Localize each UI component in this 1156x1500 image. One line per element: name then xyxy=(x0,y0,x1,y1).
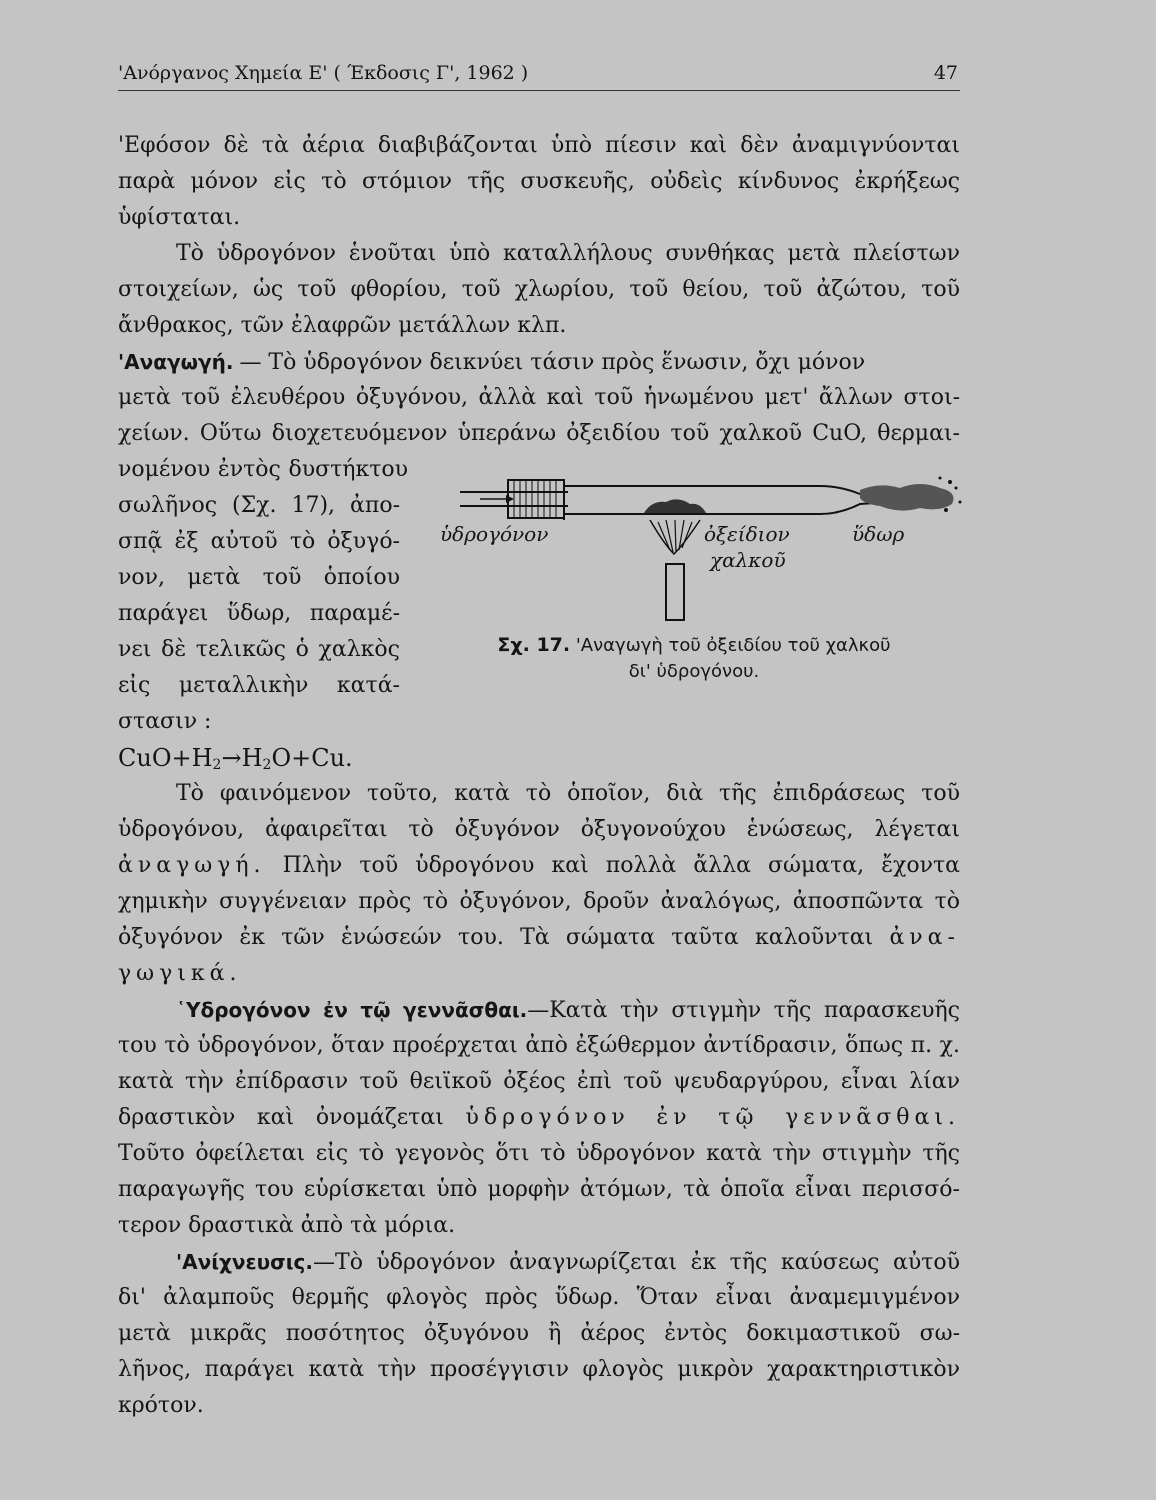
label-copper: χαλκοῦ xyxy=(710,548,786,572)
glass-tube xyxy=(564,486,890,496)
running-header xyxy=(118,58,960,91)
emphasis-reducing: ἀνα- xyxy=(889,925,960,950)
header-title: 'Ανόργανος Χημεία Ε' ( Έκδοσις Γ', 1962 ) xyxy=(118,62,529,84)
figure-caption: Σχ. 17. 'Αναγωγὴ τοῦ ὀξειδίου τοῦ χαλκοῦ δι' ὑδρογόνου. xyxy=(497,634,891,682)
text-line: Τοῦτο ὀφείλεται εἰς τὸ γεγονὸς ὅτι τὸ ὑδρογόνον κατὰ τὴν στιγμὴν τῆς xyxy=(118,1141,960,1166)
page-number: 47 xyxy=(933,62,958,84)
text-line: 'Ανίχνευσις.—Τὸ ὑδρογόνον ἀναγνωρίζεται ἐκ τῆς καύσεως αὐτοῦ xyxy=(176,1250,960,1275)
water-droplets xyxy=(860,484,954,511)
text-line: σπᾷ ἐξ αὐτοῦ τὸ ὀξυγό- xyxy=(118,529,400,554)
text-line: δι' ἀλαμποῦς θερμῆς φλογὸς πρὸς ὕδωρ. Ὅταν εἶναι ἀναμεμιγμένον xyxy=(118,1285,960,1310)
text-line: σωλῆνος (Σχ. 17), ἀπο- xyxy=(118,493,400,518)
text-line: Τὸ ὑδρογόνον ἑνοῦται ὑπὸ καταλλήλους συνθήκας μετὰ πλείστων xyxy=(176,241,960,266)
chemical-equation: $CuO+H_2\to H_2O+Cu$. xyxy=(118,744,353,773)
text-line: ὑδρογόνου, ἀφαιρεῖται τὸ ὀξυγόνον ὀξυγονούχου ἑνώσεως, λέγεται xyxy=(118,817,960,842)
section-heading-nascent-hydrogen: ῾Υδρογόνον ἐν τῷ γεννᾶσθαι. xyxy=(176,998,528,1022)
label-hydrogen: ὑδρογόνον xyxy=(440,522,549,546)
text-line: χείων. Οὕτω διοχετευόμενον ὑπεράνω ὀξειδίου τοῦ χαλκοῦ CuO, θερμαι- xyxy=(118,421,960,446)
text-line: νομένου ἐντὸς δυστήκτου xyxy=(118,457,408,482)
text-line: ὀξυγόνον ἐκ τῶν ἑνώσεών του. Τὰ σώματα ταῦτα καλοῦνται ἀνα- xyxy=(118,925,960,950)
text-line: μετὰ τοῦ ἐλευθέρου ὀξυγόνου, ἀλλὰ καὶ τοῦ ἡνωμένου μετ' ἄλλων στοι- xyxy=(118,385,960,410)
section-heading-detection: 'Ανίχνευσις. xyxy=(176,1250,314,1274)
text-line: ὑφίσταται. xyxy=(118,205,241,230)
text-line: στοιχείων, ὡς τοῦ φθορίου, τοῦ χλωρίου, τοῦ θείου, τοῦ ἀζώτου, τοῦ xyxy=(118,277,960,302)
text-line: χημικὴν συγγένειαν πρὸς τὸ ὀξυγόνον, δροῦν ἀναλόγως, ἀποσπῶντα τὸ xyxy=(118,889,960,914)
text-line: ῾Υδρογόνον ἐν τῷ γεννᾶσθαι.—Κατὰ τὴν στιγμὴν τῆς παρασκευῆς xyxy=(176,998,961,1023)
text-line: 'Αναγωγή. — Τὸ ὑδρογόνον δεικνύει τάσιν πρὸς ἕνωσιν, ὄχι μόνον xyxy=(118,350,866,375)
emphasis-reduction: ἀναγωγή. xyxy=(118,853,266,878)
copper-oxide-heap xyxy=(644,499,706,513)
text-line: κατὰ τὴν ἐπίδρασιν τοῦ θειϊκοῦ ὀξέος ἐπὶ τοῦ ψευδαργύρου, εἶναι λίαν xyxy=(118,1069,960,1094)
text-line: εἰς μεταλλικὴν κατά- xyxy=(118,673,400,698)
text-line: 'Εφόσον δὲ τὰ ἀέρια διαβιβάζονται ὑπὸ πίεσιν καὶ δὲν ἀναμιγνύονται xyxy=(118,133,960,158)
emphasis-nascent: ὑδρογόνον ἐν τῷ γεννᾶσθαι. xyxy=(465,1105,960,1130)
text-line: Τὸ φαινόμενον τοῦτο, κατὰ τὸ ὁποῖον, διὰ τῆς ἐπιδράσεως τοῦ xyxy=(176,781,960,806)
text-line: του τὸ ὑδρογόνον, ὅταν προέρχεται ἀπὸ ἐξώθερμον ἀντίδρασιν, ὅπως π. χ. xyxy=(118,1033,960,1058)
figure-reduction-apparatus xyxy=(420,458,980,638)
text-line: μετὰ μικρᾶς ποσότητος ὀξυγόνου ἢ ἀέρος ἐντὸς δοκιμαστικοῦ σω- xyxy=(118,1321,960,1346)
text-line: δραστικὸν καὶ ὀνομάζεται ὑδρογόνον ἐν τῷ γεννᾶσθαι. xyxy=(118,1105,960,1130)
text-line: παραγωγῆς του εὑρίσκεται ὑπὸ μορφὴν ἀτόμων, τὰ ὁποῖα εἶναι περισσό- xyxy=(118,1177,960,1202)
text-line: λῆνος, παράγει κατὰ τὴν προσέγγισιν φλογὸς μικρὸν χαρακτηριστικὸν xyxy=(118,1357,960,1382)
text-line: παρὰ μόνον εἰς τὸ στόμιον τῆς συσκευῆς, οὐδεὶς κίνδυνος ἐκρήξεως xyxy=(118,169,960,194)
text-line: νον, μετὰ τοῦ ὁποίου xyxy=(118,565,400,590)
label-copper-oxide: ὀξείδιον xyxy=(704,522,790,546)
caption-number: Σχ. 17. xyxy=(497,634,571,656)
apparatus-drawing xyxy=(420,458,980,638)
text-line: τερον δραστικὰ ἀπὸ τὰ μόρια. xyxy=(118,1213,456,1238)
text-line: κρότον. xyxy=(118,1393,204,1418)
section-heading-reduction: 'Αναγωγή. xyxy=(118,350,234,374)
text-line: ἄνθρακος, τῶν ἐλαφρῶν μετάλλων κλπ. xyxy=(118,313,567,338)
burner xyxy=(666,564,684,620)
text-line: παράγει ὕδωρ, παραμέ- xyxy=(118,601,400,626)
text-line: νει δὲ τελικῶς ὁ χαλκὸς xyxy=(118,637,400,662)
text-line: γωγικά. xyxy=(118,961,242,986)
text-line: στασιν : xyxy=(118,709,212,734)
text-line: ἀναγωγή. Πλὴν τοῦ ὑδρογόνου καὶ πολλὰ ἄλλα σώματα, ἔχοντα xyxy=(118,853,960,878)
label-water: ὕδωρ xyxy=(852,522,905,546)
